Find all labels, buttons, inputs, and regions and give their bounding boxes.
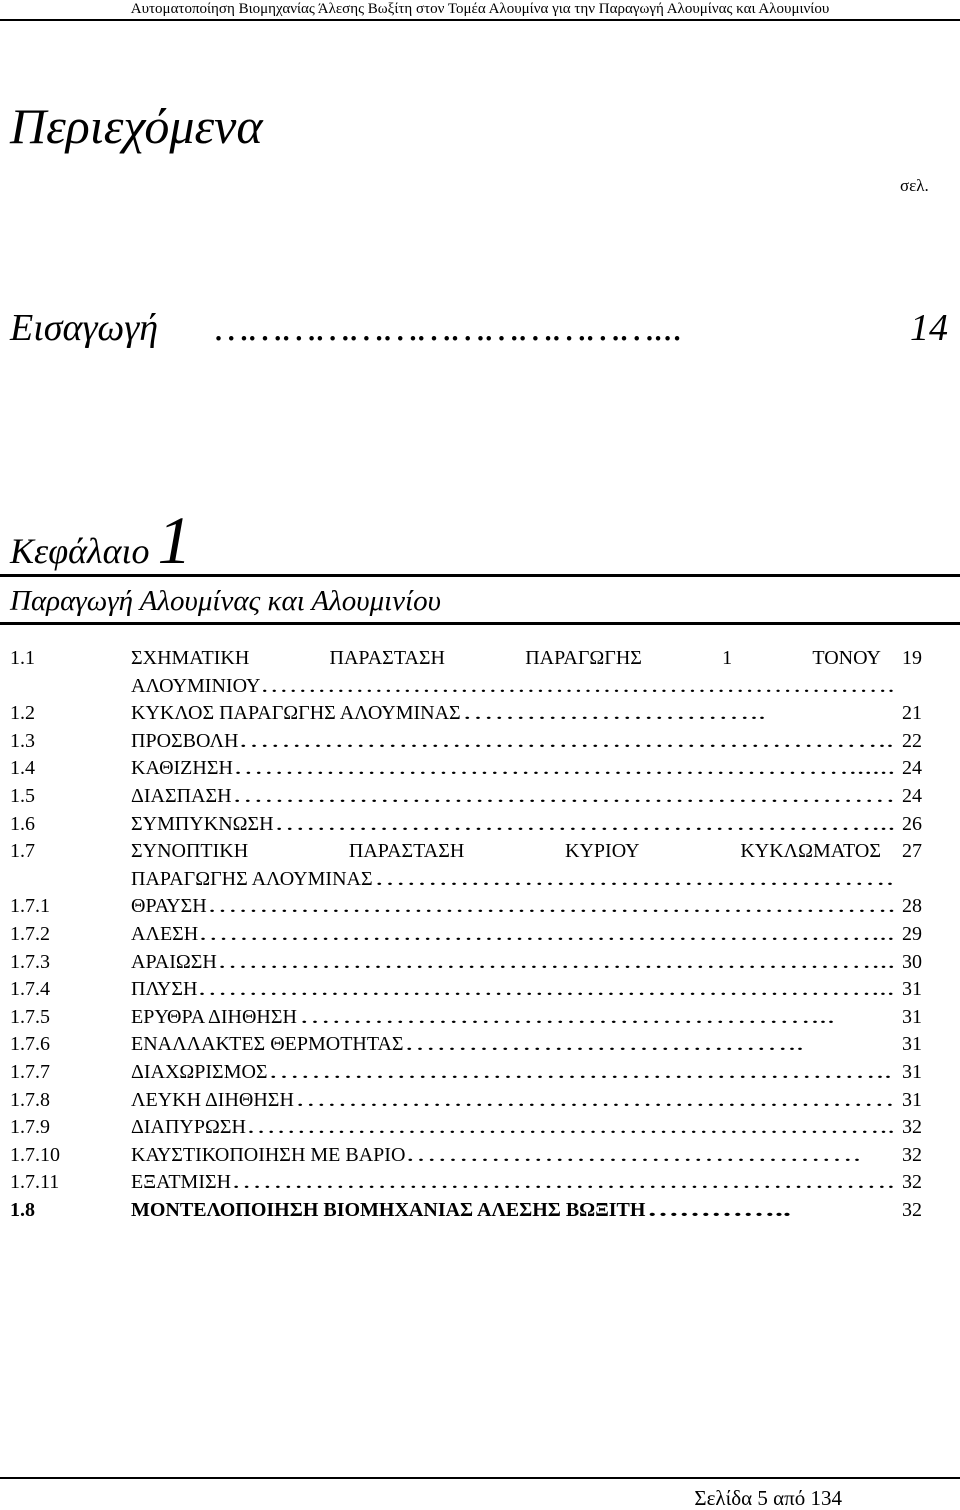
toc-entry[interactable] (0, 1004, 960, 1032)
toc-entry-number: 1.1 (10, 647, 35, 669)
chapter-number: 1 (157, 502, 192, 578)
toc-entry[interactable] (0, 838, 960, 866)
toc-entry-title: ΕΞΑΤΜΙΣΗ (131, 1171, 232, 1194)
toc-entry[interactable] (0, 1114, 960, 1142)
toc-entry-page: 24 (902, 785, 922, 807)
toc-entry[interactable] (0, 1142, 960, 1170)
footer-rule (0, 1477, 960, 1479)
toc-entry-page: 14 (910, 307, 948, 349)
toc-entry-leader: …………………………………………. (373, 867, 894, 890)
toc-entry-number: 1.7.1 (10, 895, 50, 918)
toc-entry-title-word: ΚΥΡΙΟΥ (565, 840, 640, 863)
toc-entry-number: 1.3 (10, 729, 35, 752)
toc-entry-page: 29 (902, 923, 922, 945)
toc-entry-title: ΔΙΑΠΥΡΩΣΗ (131, 1116, 246, 1139)
toc-entry-title: ΣΥΜΠΥΚΝΩΣΗ (131, 812, 274, 835)
toc-entry[interactable] (0, 811, 960, 839)
toc-entry-title (131, 838, 881, 865)
chapter-rule (0, 574, 960, 577)
toc-entry-leader: …………………………………………………….. (238, 729, 895, 752)
toc-entry-title: ΠΡΟΣΒΟΛΗ (131, 729, 239, 752)
toc-entry-title-word: ΠΑΡΑΣΤΑΣΗ (329, 647, 445, 669)
toc-entry-leader: …………………………………………………………. (206, 895, 896, 918)
page-column-label: σελ. (900, 176, 929, 195)
toc-entry-title: ΛΕΥΚΗ ΔΙΗΘΗΣΗ (131, 1088, 294, 1111)
toc-entry[interactable] (0, 673, 960, 701)
toc-entry-title: ΠΛΥΣΗ (131, 978, 198, 1001)
toc-entry-number: 1.7.8 (10, 1088, 50, 1111)
page-footer: Σελίδα 5 από 134 (694, 1486, 842, 1510)
toc-entry-leader: ………………………………………………….. (267, 1061, 892, 1083)
chapter-subtitle: Παραγωγή Αλουμίνας και Αλουμινίου (10, 585, 441, 617)
toc-entry[interactable] (0, 866, 960, 894)
toc-entry-title-word: ΣΧΗΜΑΤΙΚΗ (131, 647, 250, 669)
toc-entry-number: 1.2 (10, 702, 35, 725)
toc-entry-number: 1.7.9 (10, 1116, 50, 1139)
header-rule (0, 19, 960, 21)
toc-entry-title: ΑΛΟΥΜΙΝΙΟΥ (131, 674, 261, 697)
toc-entry[interactable] (0, 976, 960, 1004)
toc-entry-number: 1.4 (10, 757, 35, 780)
toc-entry-page: 31 (902, 1033, 922, 1056)
toc-entry-title-word: 1 (722, 647, 733, 669)
toc-entry-page: 31 (902, 1005, 922, 1028)
toc-entry-leader: ……………………………………………………… (231, 785, 896, 807)
toc-entry-page: 22 (902, 729, 922, 752)
toc-entry-page: 24 (902, 757, 922, 780)
toc-entry-leader: …………………………………... (215, 307, 683, 349)
toc-entry-leader: ……………………………………………………...... (232, 757, 896, 780)
toc-entry-number: 1.7.4 (10, 978, 50, 1001)
toc-entry-number: 1.7 (10, 840, 35, 863)
toc-entry-title-word: ΠΑΡΑΣΤΑΣΗ (348, 840, 465, 863)
toc-entry[interactable] (0, 1087, 960, 1115)
toc-entry[interactable] (0, 755, 960, 783)
toc-entry-title: ΚΑΘΙΖΗΣΗ (131, 757, 233, 780)
toc-entry-leader: ……………………………………………………….. (245, 1116, 895, 1139)
toc-entry-number: 1.7.2 (10, 923, 50, 945)
toc-entry[interactable] (0, 728, 960, 756)
toc-entry-title: ΔΙΑΣΠΑΣΗ (131, 785, 232, 807)
toc-entry-number: 1.6 (10, 812, 35, 835)
toc-entry-page: 31 (902, 1088, 922, 1111)
toc-entry-title: ΚΥΚΛΟΣ ΠΑΡΑΓΩΓΗΣ ΑΛΟΥΜΙΝΑΣ (131, 702, 461, 725)
toc-entry-title: ΔΙΑΧΩΡΙΣΜΟΣ (131, 1061, 268, 1083)
toc-entry-page: 27 (902, 840, 922, 863)
toc-entry[interactable] (0, 949, 960, 977)
toc-entry-number: 1.7.3 (10, 950, 50, 973)
toc-entry-leader: ……………………………….. (403, 1033, 804, 1056)
toc-entry-number: 1.8 (10, 1199, 35, 1221)
toc-entry[interactable] (0, 1031, 960, 1059)
toc-entry-title: ΠΑΡΑΓΩΓΗΣ ΑΛΟΥΜΙΝΑΣ (131, 867, 373, 890)
toc-entry-leader: …………………………………………………………. (260, 674, 896, 697)
toc-entry-page: 19 (902, 647, 922, 669)
toc-entry-number: 1.7.6 (10, 1033, 50, 1056)
toc-entry-leader: ………….. (646, 1199, 791, 1221)
toc-entry-leader: ………………………………………………… (294, 1088, 896, 1111)
toc-entry-leader: …………………………………………………... (273, 812, 895, 835)
toc-entry-leader: ………………………………………………………. (231, 1171, 895, 1194)
toc-entry[interactable] (0, 700, 960, 728)
toc-entry-number: 1.7.7 (10, 1061, 50, 1083)
toc-entry-leader: …………………………………………………………... (198, 923, 895, 945)
toc-entry-title: ΜΟΝΤΕΛΟΠΟΙΗΣΗ ΒΙΟΜΗΧΑΝΙΑΣ ΑΛΕΣΗΣ ΒΩΞΙΤΗ (131, 1199, 646, 1221)
toc-entry-number: 1.5 (10, 785, 35, 807)
toc-entry-page: 21 (902, 702, 922, 725)
toc-entry[interactable] (0, 783, 960, 811)
toc-entry-leader: ……………………………………. (405, 1143, 862, 1166)
toc-entry-number: 1.7.5 (10, 1005, 50, 1028)
toc-entry-title: ΑΛΕΣΗ (131, 923, 199, 945)
toc-entry-number: 1.7.11 (10, 1171, 60, 1194)
toc-entry-title-word: ΠΑΡΑΓΩΓΗΣ (525, 647, 642, 669)
toc-entry-number: 1.7.10 (10, 1143, 60, 1166)
toc-entry[interactable] (0, 921, 960, 949)
toc-entry-title: ΕΡΥΘΡΑ ΔΙΗΘΗΣΗ (131, 1005, 297, 1028)
toc-entry-title: ΑΡΑΙΩΣΗ (131, 950, 217, 973)
toc-entry-page: 31 (902, 1061, 922, 1083)
toc-entry[interactable] (0, 893, 960, 921)
toc-entry-title-word: ΚΥΚΛΩΜΑΤΟΣ (740, 840, 881, 863)
running-header: Αυτοματοποίηση Βιομηχανίας Άλεσης Βωξίτη στον Τομέα Αλουμίνα για την Παραγωγή Αλουμίνας και Αλουμινίου (130, 1, 830, 17)
toc-entry-label: Εισαγωγή (10, 307, 159, 349)
toc-entry[interactable] (0, 1059, 960, 1087)
toc-entry-title-word: ΤΟΝΟΥ (812, 647, 881, 669)
toc-entry-page: 32 (902, 1171, 922, 1194)
toc-entry-title (131, 645, 881, 672)
toc-entry-leader: ………………………………………………………... (216, 950, 895, 973)
toc-entry[interactable] (0, 645, 960, 673)
toc-entry-title: ΚΑΥΣΤΙΚΟΠΟΙΗΣΗ ΜΕ ΒΑΡΙΟ (131, 1143, 406, 1166)
toc-entry-page: 32 (902, 1116, 922, 1139)
toc-entry-page: 32 (902, 1143, 922, 1166)
subtitle-rule (0, 622, 960, 625)
toc-title: Περιεχόμενα (10, 98, 263, 154)
toc-entry-page: 28 (902, 895, 922, 918)
toc-entry-page: 31 (902, 978, 922, 1001)
toc-entry[interactable] (0, 1197, 960, 1225)
toc-entry-page: 30 (902, 950, 922, 973)
toc-entry-page: 26 (902, 812, 922, 835)
toc-entry-leader: ……………………….. (461, 702, 766, 725)
toc-entry-leader: …………………………………………………………... (197, 978, 895, 1001)
toc-entry-leader: …………………………………………... (299, 1005, 836, 1028)
toc-entry-title: ΕΝΑΛΛΑΚΤΕΣ ΘΕΡΜΟΤΗΤΑΣ (131, 1033, 404, 1056)
toc-entry-title-word: ΣΥΝΟΠΤΙΚΗ (131, 840, 249, 863)
toc-entry-title: ΘΡΑΥΣΗ (131, 895, 207, 918)
toc-entry-page: 32 (902, 1199, 922, 1221)
toc-entry-introduction[interactable] (10, 300, 948, 356)
chapter-word: Κεφάλαιο (10, 531, 150, 571)
toc-entry[interactable] (0, 1169, 960, 1197)
